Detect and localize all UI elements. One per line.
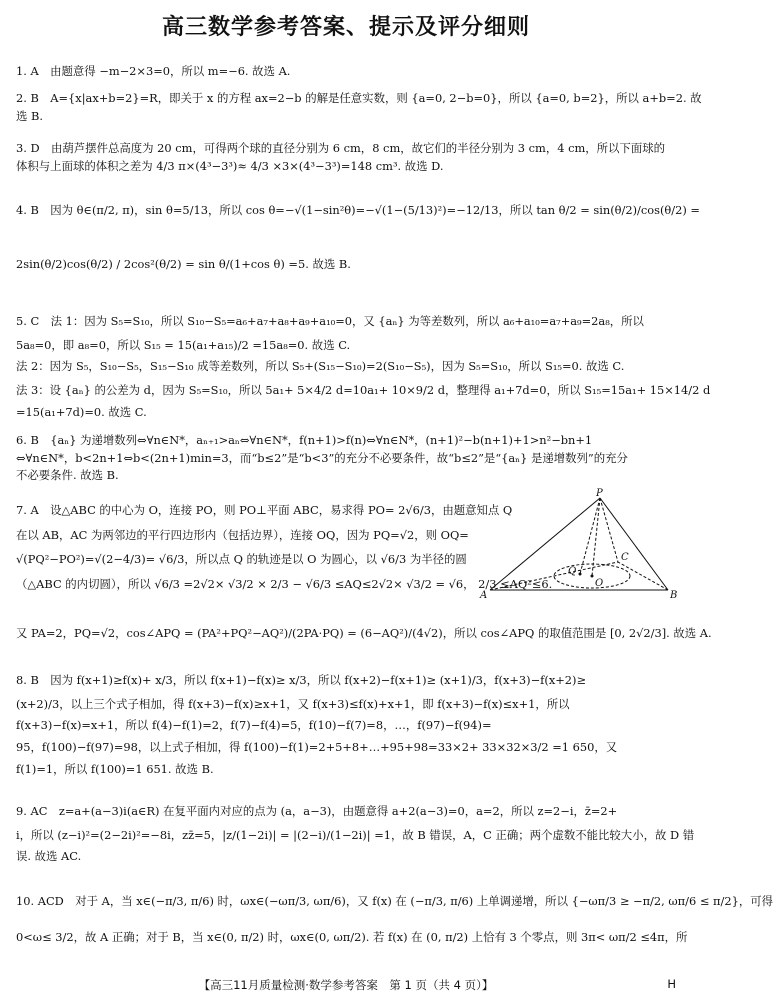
q7-line-3: √(PQ²−PO²)=√(2−4/3)= √6/3，所以点 Q 的轨迹是以 O 为圆心，以 √6/3 为半径的圆	[16, 552, 467, 567]
page-title: 高三数学参考答案、提示及评分细则	[161, 15, 530, 40]
label-o: O	[595, 578, 604, 589]
q1-line: 1. A 由题意得 −m−2×3=0，所以 m=−6. 故选 A.	[16, 64, 291, 78]
footer-code: H	[667, 977, 676, 991]
q7-line-4: （△ABC 的内切圆），所以 √6/3 =2√2× √3/2 × 2/3 − √6/3 ≤AQ≤2√2× √3/2 = √6， 2/3 ≤AQ²≤6.	[16, 577, 553, 592]
question-6	[16, 432, 678, 485]
q9-line-3: 误. 故选 AC.	[16, 849, 82, 864]
q7b-line: 又 PA=2，PQ=√2，cos∠APQ = (PA²+PQ²−AQ²)/(2PA·PQ) = (6−AQ²)/(4√2)，所以 cos∠APQ 的取值范围是 [0, 2√2/3]. 故选 A.	[16, 626, 712, 640]
page-footer: 【高三11月质量检测·数学参考答案 第 1 页（共 4 页）】	[198, 978, 494, 992]
q5-line-1: 5. C 法 1：因为 S₅=S₁₀，所以 S₁₀−S₅=a₆+a₇+a₈+a₉+a₁₀=0，又 {aₙ} 为等差数列，所以 a₆+a₁₀=a₇+a₉=2a₈，所以	[16, 314, 644, 328]
question-1	[16, 63, 678, 81]
label-p: P	[596, 488, 603, 499]
q5-line-3: 法 2：因为 S₅，S₁₀−S₅，S₁₅−S₁₀ 成等差数列，所以 S₅+(S₁₅−S₁₀)=2(S₁₀−S₅)，因为 S₅=S₁₀，所以 S₁₅=0. 故选 C.	[16, 359, 625, 374]
q9-line-1: 9. AC z=a+(a−3)i(a∈R) 在复平面内对应的点为 (a，a−3)，由题意得 a+2(a−3)=0，a=2，所以 z=2−i，z̄=2+	[16, 804, 618, 818]
q7-line-1: 7. A 设△ABC 的中心为 O，连接 PO，则 PO⊥平面 ABC，易求得 PO= 2√6/3，由题意知点 Q	[16, 503, 513, 517]
q4-line-2: 2sin(θ/2)cos(θ/2) / 2cos²(θ/2) = sin θ/(1+cos θ) =5. 故选 B.	[16, 256, 351, 271]
q6-line-1: 6. B {aₙ} 为递增数列⇔∀n∈N*，aₙ₊₁>aₙ⇔∀n∈N*，f(n+1)>f(n)⇔∀n∈N*，(n+1)²−b(n+1)+1>n²−bn+1	[16, 433, 593, 447]
q2-line-2: 选 B.	[16, 108, 44, 123]
q3-line-2: 体积与上面球的体积之差为 4/3 π×(4³−3³)≈ 4/3 ×3×(4³−3³)=148 cm³. 故选 D.	[16, 158, 444, 173]
q6-line-2: ⇔∀n∈N*，b<2n+1⇔b<(2n+1)min=3，而“b≤2”是“b<3”的充分不必要条件，故“b≤2”是“{aₙ} 是递增数列”的充分	[16, 450, 628, 465]
q8-line-1: 8. B 因为 f(x+1)≥f(x)+ x/3，所以 f(x+1)−f(x)≥ x/3，所以 f(x+2)−f(x+1)≥ (x+1)/3，f(x+3)−f(x+2)≥	[16, 673, 587, 687]
question-7-cont	[16, 625, 712, 643]
q8-line-5: f(1)=1，所以 f(100)=1 651. 故选 B.	[16, 761, 214, 776]
q10-line-1: 10. ACD 对于 A，当 x∈(−π/3, π/6) 时，ωx∈(−ωπ/3, ωπ/6)，又 f(x) 在 (−π/3, π/6) 上单调递增，所以 {−ωπ/3 ≥ −π/2, ωπ/6 ≤ π/2}，可得	[16, 894, 773, 908]
q8-line-2: (x+2)/3，以上三个式子相加，得 f(x+3)−f(x)≥x+1，又 f(x+3)≤f(x)+x+1，即 f(x+3)−f(x)≤x+1，所以	[16, 696, 570, 711]
question-10	[16, 893, 773, 946]
q3-line-1: 3. D 由葫芦摆件总高度为 20 cm，可得两个球的直径分别为 6 cm，8 cm，故它们的半径分别为 3 cm，4 cm，所以下面球的	[16, 141, 665, 155]
q2-line-1: 2. B A={x|ax+b=2}=R，即关于 x 的方程 ax=2−b 的解是任意实数，则 {a=0, 2−b=0}，所以 {a=0, b=2}，所以 a+b=2. 故	[16, 91, 702, 105]
q4-line-1: 4. B 因为 θ∈(π/2, π)，sin θ=5/13，所以 cos θ=−√(1−sin²θ)=−√(1−(5/13)²)=−12/13，所以 tan θ/2 = sin(θ/2)/cos(θ/2) =	[16, 203, 700, 217]
q5-line-2: 5a₈=0，即 a₈=0，所以 S₁₅ = 15(a₁+a₁₅)/2 =15a₈=0. 故选 C.	[16, 337, 351, 352]
question-4	[16, 202, 700, 273]
question-9	[16, 803, 695, 866]
label-c: C	[621, 552, 629, 563]
question-3	[16, 140, 678, 175]
q7-line-2: 在以 AB，AC 为两邻边的平行四边形内（包括边界），连接 OQ，因为 PQ=√2，则 OQ=	[16, 527, 469, 542]
q5-line-5: =15(a₁+7d)=0. 故选 C.	[16, 404, 147, 419]
pyramid-figure	[480, 490, 680, 605]
q8-line-4: 95，f(100)−f(97)=98，以上式子相加，得 f(100)−f(1)=2+5+8+…+95+98=33×2+ 33×32×3/2 =1 650，又	[16, 740, 618, 755]
question-8	[16, 672, 678, 778]
q5-line-4: 法 3：设 {aₙ} 的公差为 d，因为 S₅=S₁₀，所以 5a₁+ 5×4/2 d=10a₁+ 10×9/2 d，整理得 a₁+7d=0，所以 S₁₅=15a₁+ 15×14/2 d	[16, 383, 711, 398]
q10-line-2: 0<ω≤ 3/2，故 A 正确；对于 B，当 x∈(0, π/2) 时，ωx∈(0, ωπ/2). 若 f(x) 在 (0, π/2) 上恰有 3 个零点，则 3π< ωπ/2 ≤4π，所	[16, 929, 688, 944]
q6-line-3: 不必要条件. 故选 B.	[16, 468, 119, 483]
question-5	[16, 313, 711, 421]
question-2	[16, 90, 702, 125]
question-7	[16, 502, 553, 594]
label-a: A	[480, 590, 488, 601]
q9-line-2: i，所以 (z−i)²=(2−2i)²=−8i，zz̄=5，|z/(1−2i)| = |(2−i)/(1−2i)| =1，故 B 错误，A，C 正确；两个虚数不能比较大小，故 D 错	[16, 827, 695, 842]
label-b: B	[670, 590, 678, 601]
label-q: Q	[568, 566, 577, 577]
q8-line-3: f(x+3)−f(x)=x+1，所以 f(4)−f(1)=2，f(7)−f(4)=5，f(10)−f(7)=8，…，f(97)−f(94)=	[16, 718, 492, 733]
